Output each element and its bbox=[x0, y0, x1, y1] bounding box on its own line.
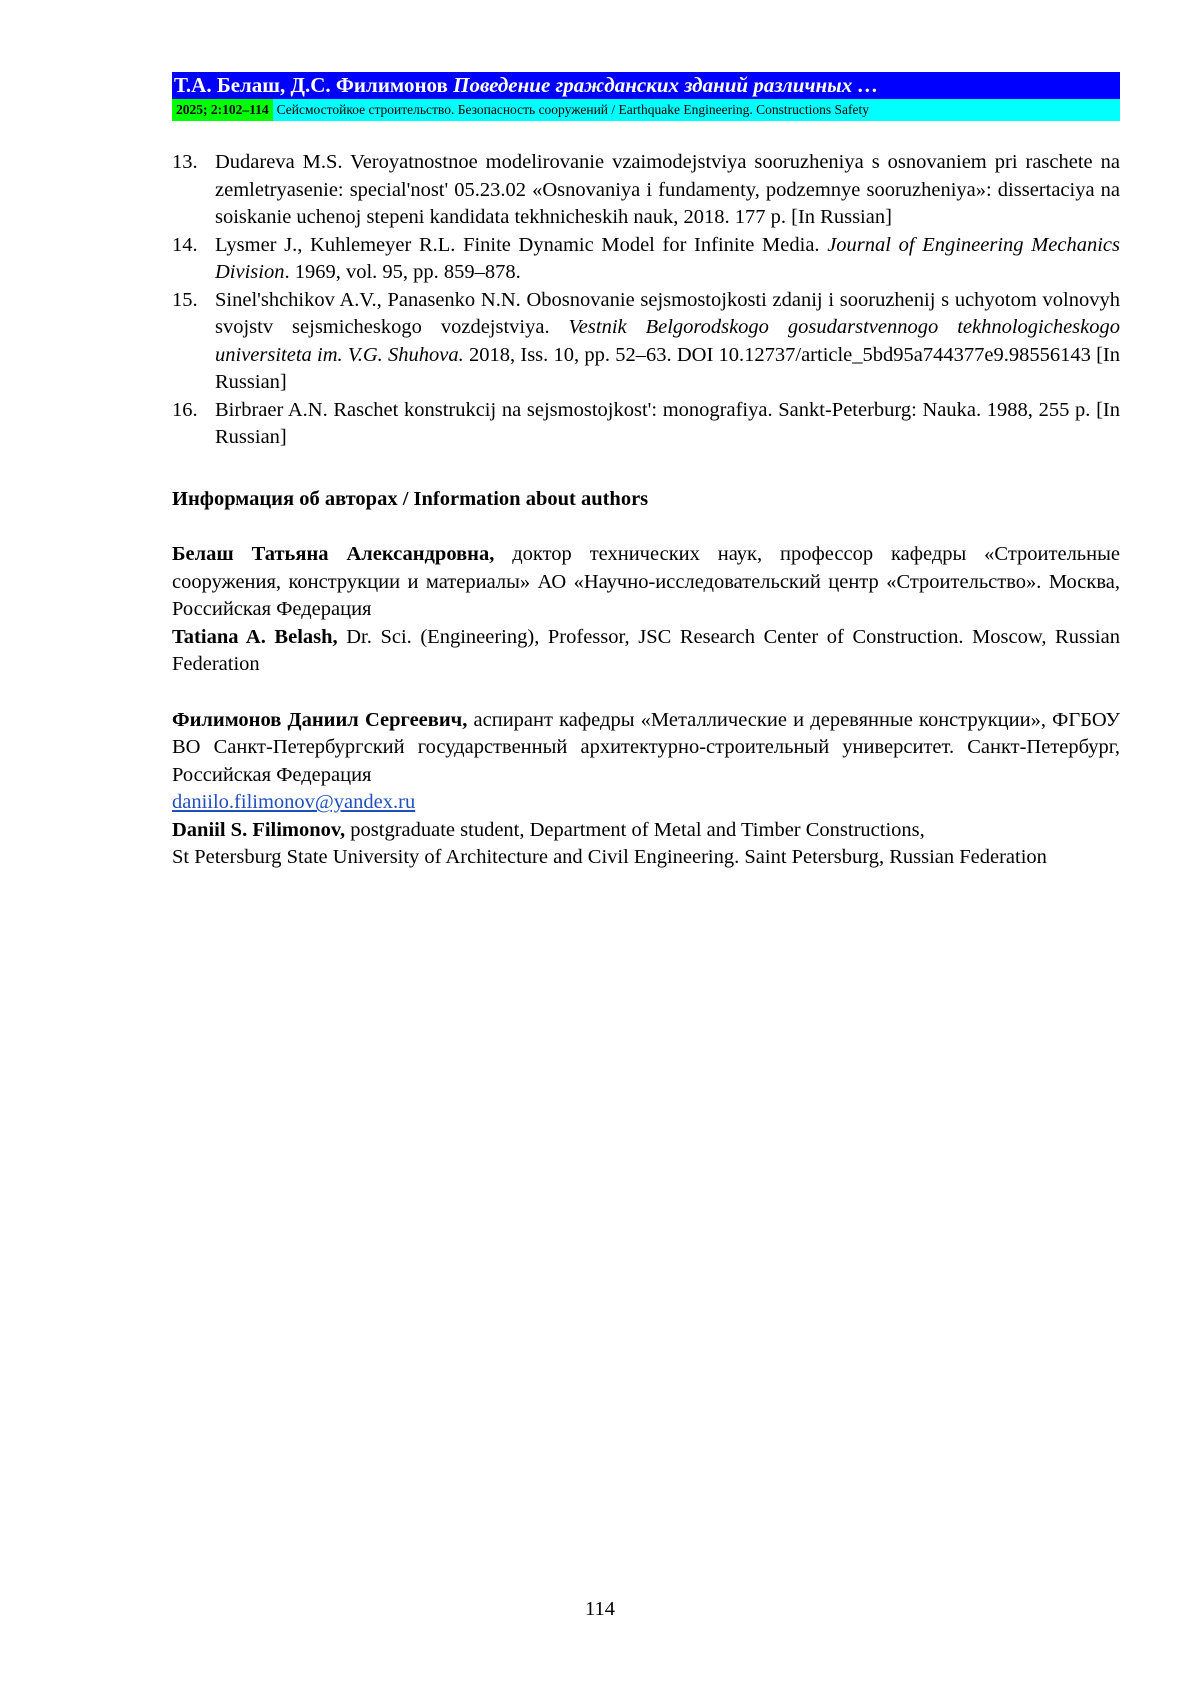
journal-title: Vestnik Belgorodskogo gosudarstvennogo tekhnologicheskogo universiteta im. V.G. Shuhova. bbox=[215, 316, 1120, 366]
reference-text: Lysmer J., Kuhlemeyer R.L. Finite Dynamic Model for Infinite Media. Journal of Engineering Mechanics Division. 1969, vol. 95, pp. 859–878. bbox=[215, 233, 1120, 283]
issue-info: 2025; 2:102–114 bbox=[172, 99, 273, 121]
reference-number: 15. bbox=[172, 288, 198, 311]
journal-bar bbox=[172, 99, 1120, 121]
journal-title: Journal of Engineering Mechanics Division bbox=[215, 233, 1120, 283]
reference-text: Birbraer A.N. Raschet konstrukcij na sejsmostojkost': monografiya. Sankt-Peterburg: Nauka. 1988, 255 p. [In Russian] bbox=[215, 398, 1120, 448]
header-title: Поведение гражданских зданий различных … bbox=[453, 73, 879, 97]
page-number: 114 bbox=[585, 1598, 615, 1620]
author-name-ru: Белаш Татьяна Александровна, bbox=[172, 543, 495, 565]
reference-text: Sinel'shchikov A.V., Panasenko N.N. Obosnovanie sejsmostojkosti zdanij i sooruzhenij s uchyotom volnovyh svojstv sejsmicheskogo vozdejstviya. Vestnik Belgorodskogo gosudarstvennogo tekhnologicheskogo universiteta im. V.G. Shuhova. 2018, Iss. 10, pp. 52–63. DOI 10.12737/article_5bd95a744377e9.98556143 [In Russian] bbox=[215, 288, 1120, 393]
running-header bbox=[172, 72, 1120, 99]
reference-list bbox=[172, 149, 1120, 452]
header-authors: Т.А. Белаш, Д.С. Филимонов bbox=[174, 73, 448, 97]
author-info-filimonov bbox=[172, 707, 1120, 872]
reference-item bbox=[172, 149, 1120, 232]
author-info-belash bbox=[172, 541, 1120, 679]
reference-number: 16. bbox=[172, 398, 198, 421]
author-email-link[interactable]: daniilo.filimonov@yandex.ru bbox=[172, 791, 416, 813]
reference-item bbox=[172, 397, 1120, 452]
reference-text: Dudareva M.S. Veroyatnostnoe modelirovanie vzaimodejstviya sooruzheniya s osnovaniem pri raschete na zemletryasenie: special'nost' 05.23.02 «Osnovaniya i fundamenty, podzemnye sooruzheniya»: dissertaciya na soiskanie uchenoj stepeni kandidata tekhnicheskih nauk, 2018. 177 p. [In Russian] bbox=[215, 151, 1120, 228]
author-name-en: Daniil S. Filimonov, bbox=[172, 818, 346, 841]
author-name-en: Tatiana A. Belash, bbox=[172, 625, 338, 648]
reference-item bbox=[172, 287, 1120, 397]
reference-item bbox=[172, 232, 1120, 287]
authors-heading: Информация об авторах / Information about authors bbox=[172, 487, 649, 510]
reference-number: 13. bbox=[172, 151, 198, 173]
author-ru: Белаш Татьяна Александровна, доктор технических наук, профессор кафедры «Строительные сооружения, конструкции и материалы» АО «Научно-исследовательский центр «Строительство». Москва, Российская Федерация bbox=[172, 543, 1120, 620]
author-en-affiliation: St Petersburg State University of Architecture and Civil Engineering. Saint Petersburg, Russian Federation bbox=[172, 846, 1047, 868]
page-content bbox=[172, 72, 1120, 872]
author-en: Tatiana A. Belash, Dr. Sci. (Engineering), Professor, JSC Research Center of Construction. Moscow, Russian Federation bbox=[172, 625, 1120, 675]
journal-name: Сейсмостойкое строительство. Безопасность сооружений / Earthquake Engineering. Constructions Safety bbox=[273, 99, 1120, 121]
reference-number: 14. bbox=[172, 233, 198, 256]
author-name-ru: Филимонов Даниил Сергеевич, bbox=[172, 708, 468, 731]
author-en: Daniil S. Filimonov, postgraduate student, Department of Metal and Timber Constructions, bbox=[172, 818, 925, 841]
author-ru: Филимонов Даниил Сергеевич, аспирант кафедры «Металлические и деревянные конструкции», ФГБОУ ВО Санкт-Петербургский государственный архитектурно-строительный университет. Санкт-Петербург, Российская Федерация bbox=[172, 708, 1120, 786]
